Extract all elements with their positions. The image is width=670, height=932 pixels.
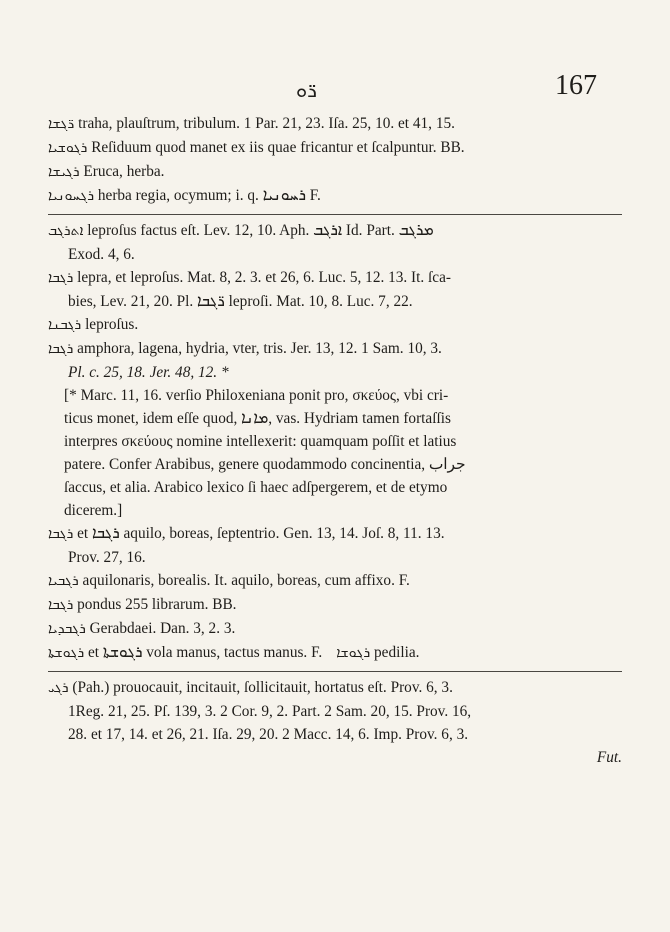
entry-continuation: bies, Lev. 21, 20. Pl. ܪ̈ܓܒܐ leproſi. Mat. 10, 8. Luc. 7, 22. [68, 293, 413, 310]
syriac-headword: ܪܓܒܐ [48, 597, 74, 613]
definition: leproſus factus eſt. Lev. 12, 10. Aph. ܐܪܓܒ Id. Part. ܡܪܓܒ [87, 222, 434, 239]
section-rule [48, 214, 622, 215]
entry [48, 136, 622, 160]
entry-continuation: 28. et 17, 14. et 26, 21. Iſa. 29, 20. 2 Macc. 14, 6. Imp. Prov. 6, 3. [68, 726, 469, 743]
definition: traha, plauſtrum, tribulum. 1 Par. 21, 23. Iſa. 25, 10. et 41, 15. [78, 115, 455, 132]
definition: (Pah.) prouocauit, incitauit, ſollicitauit, hortatus eſt. Prov. 6, 3. [72, 679, 453, 696]
column-label: ܪ̈ܘ [296, 78, 318, 102]
definition: pondus 255 librarum. BB. [77, 596, 237, 613]
definition: Reſiduum quod manet ex iis quae fricantur et ſcalpuntur. BB. [91, 139, 465, 156]
page-number: 167 [555, 70, 597, 101]
note-line: interpres σκεύους nomine intellexerit: quamquam poſſit et latius [64, 433, 457, 450]
definition: amphora, lagena, hydria, vter, tris. Jer. 13, 12. 1 Sam. 10, 3. [77, 340, 442, 357]
syriac-headword: ܪܓܘܫܝܐ [48, 140, 88, 156]
definition: lepra, et leproſus. Mat. 8, 2. 3. et 26, 6. Luc. 5, 12. 13. It. ſca- [77, 269, 451, 286]
section-rule [48, 671, 622, 672]
syriac-headword: ܪܓܒܐ [48, 270, 74, 286]
dictionary-page [48, 112, 622, 769]
syriac-headword: ܪܓܒܢܐ [48, 317, 82, 333]
entry [48, 112, 622, 136]
syriac-headword: ܪܓܝ [48, 680, 69, 696]
note-line: patere. Confer Arabibus, genere quodammodo concinentia, جراب [64, 456, 466, 473]
entry [48, 676, 622, 700]
entry [48, 219, 622, 243]
syriac-headword: ܐܬܪܓܒ [48, 223, 84, 239]
syriac-headword: ܪܓܘܫܬܐ [48, 645, 85, 661]
note-line: ſaccus, et alia. Arabico lexico ſi haec adſpergerem, et de etymo [64, 479, 448, 496]
definition: leproſus. [85, 316, 139, 333]
entry [48, 522, 622, 546]
syriac-headword: ܪܓܒܐ [48, 341, 74, 357]
definition: Gerabdaei. Dan. 3, 2. 3. [89, 620, 236, 637]
entry [48, 266, 622, 290]
syriac-headword: ܪܓܒܝܐ [48, 573, 79, 589]
definition: et ܪܓܘܫܬܐ vola manus, tactus manus. F. [88, 644, 323, 661]
definition: herba regia, ocymum; i. q. ܪܚܘܢܝܐ F. [97, 187, 321, 204]
entry [48, 593, 622, 617]
entry-continuation: Pl. c. 25, 18. Jer. 48, 12. * [68, 364, 229, 381]
definition: et ܪܓܒܐ aquilo, boreas, ſeptentrio. Gen. 13, 14. Joſ. 8, 11. 13. [77, 525, 445, 542]
syriac-headword: ܪܓܒܕܝܐ [48, 621, 86, 637]
entry [48, 313, 622, 337]
entry [48, 184, 622, 208]
entry [48, 617, 622, 641]
entry-continuation: Prov. 27, 16. [68, 549, 146, 566]
entry [48, 160, 622, 184]
catchword: Fut. [596, 749, 622, 766]
note-line: dicerem.] [64, 502, 123, 519]
syriac-headword: ܪܓܘܫܐ [336, 645, 371, 661]
entry [48, 337, 622, 361]
entry [48, 641, 622, 665]
definition: pedilia. [374, 644, 420, 661]
definition: aquilonaris, borealis. It. aquilo, boreas, cum affixo. F. [82, 572, 410, 589]
note-line: [* Marc. 11, 16. verſio Philoxeniana ponit pro, σκεύος, vbi cri- [64, 387, 449, 404]
syriac-headword: ܪܓܚܘܢܝܐ [48, 188, 95, 204]
editorial-note [48, 384, 622, 522]
page-header [0, 70, 670, 110]
entry [48, 569, 622, 593]
syriac-headword: ܪ̈ܓܫܐ [48, 116, 75, 132]
syriac-headword: ܪܓܝܫܐ [48, 164, 80, 180]
syriac-headword: ܪܓܒܐ [48, 526, 74, 542]
entry-continuation: Exod. 4, 6. [68, 246, 135, 263]
definition: Eruca, herba. [83, 163, 165, 180]
entry-continuation: 1Reg. 21, 25. Pſ. 139, 3. 2 Cor. 9, 2. Part. 2 Sam. 20, 15. Prov. 16, [68, 703, 472, 720]
note-line: ticus monet, idem eſſe quod, ܡܐܢܐ, vas. Hydriam tamen fortaſſis [64, 410, 451, 427]
